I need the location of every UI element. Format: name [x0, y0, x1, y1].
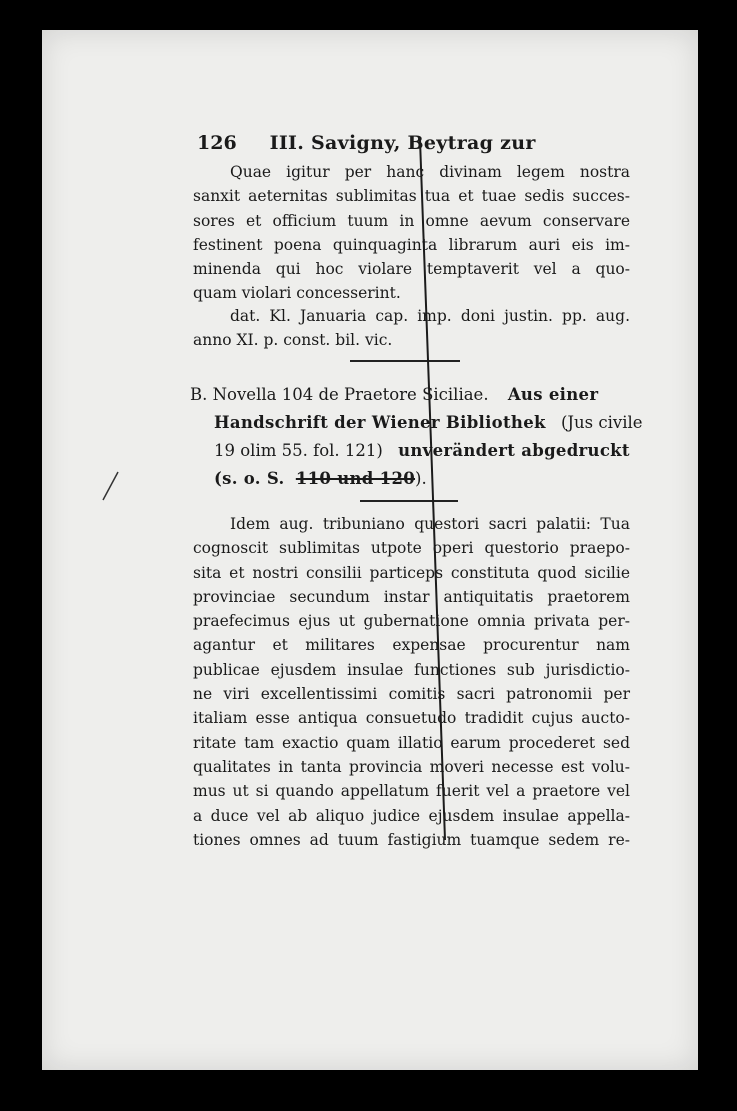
- paragraph-3: [193, 512, 630, 852]
- text-line: italiam esse antiqua consuetudo tradidit cujus aucto-: [193, 709, 630, 728]
- page-header: [197, 132, 637, 154]
- section-b-heading: [190, 381, 643, 493]
- text-line: minenda qui hoc violare temptaverit vel a quo-: [193, 260, 630, 279]
- heading-line-3: [190, 437, 630, 465]
- heading-line-1: [190, 381, 630, 409]
- fraktur-text: Aus einer: [507, 385, 599, 404]
- fraktur-text: (s. o. S.: [214, 469, 285, 488]
- text-line: mus ut si quando appellatum fuerit vel a praetore vel: [193, 782, 630, 801]
- fraktur-text: unverändert abgedruckt: [398, 441, 630, 460]
- paragraph-1: [193, 160, 630, 306]
- text-line: ne viri excellentissimi comitis sacri patronomii per: [193, 685, 630, 704]
- text-line: sores et officium tuum in omne aevum conservare: [193, 211, 630, 230]
- heading-line-4: [190, 465, 630, 493]
- paragraph-2: [193, 304, 630, 353]
- text-line: quam violari concesserint.: [193, 284, 401, 303]
- text-line: sanxit aeternitas sublimitas tua et tuae sedis succes-: [193, 187, 630, 206]
- source-ref: (Jus civile: [560, 413, 643, 432]
- page-number: 126: [197, 132, 237, 154]
- struck-text: 110 und 120: [295, 469, 416, 488]
- text-line: cognoscit sublimitas utpote operi questorio praepo-: [193, 539, 630, 558]
- novella-title: B. Novella 104 de Praetore Siciliae.: [190, 385, 489, 404]
- text-line: anno XI. p. const. bil. vic.: [193, 331, 393, 350]
- text-line: qualitates in tanta provincia moveri necesse est volu-: [193, 757, 630, 776]
- closing-paren: ).: [415, 469, 427, 488]
- text-line: publicae ejusdem insulae functiones sub jurisdictio-: [193, 660, 630, 679]
- text-line: sita et nostri consilii particeps constituta quod sicilie: [193, 563, 630, 582]
- fraktur-text: Handschrift der Wiener Bibliothek: [214, 413, 546, 432]
- heading-line-2: [190, 409, 643, 437]
- text-line: festinent poena quinquaginta librarum auri eis im-: [193, 235, 630, 254]
- running-title: III. Savigny, Beytrag zur: [269, 132, 536, 154]
- text-line: a duce vel ab aliquo judice ejusdem insulae appella-: [193, 806, 630, 825]
- text-line: Quae igitur per hanc divinam legem nostra: [230, 163, 630, 181]
- text-line: provinciae secundum instar antiquitatis praetorem: [193, 587, 630, 606]
- text-line: agantur et militares expensae procurentur nam: [193, 636, 630, 655]
- text-line: tiones omnes ad tuum fastigium tuamque sedem re-: [193, 830, 630, 849]
- text-line: dat. Kl. Januaria cap. imp. doni justin. pp. aug.: [230, 307, 630, 325]
- section-divider: [350, 360, 460, 362]
- text-line: ritate tam exactio quam illatio earum procederet sed: [193, 733, 630, 752]
- text-line: praefecimus ejus ut gubernatione omnia privata per-: [193, 612, 630, 631]
- text-line: Idem aug. tribuniano questori sacri palatii: Tua: [230, 515, 630, 533]
- source-ref: 19 olim 55. fol. 121): [214, 441, 383, 460]
- section-divider: [360, 500, 458, 502]
